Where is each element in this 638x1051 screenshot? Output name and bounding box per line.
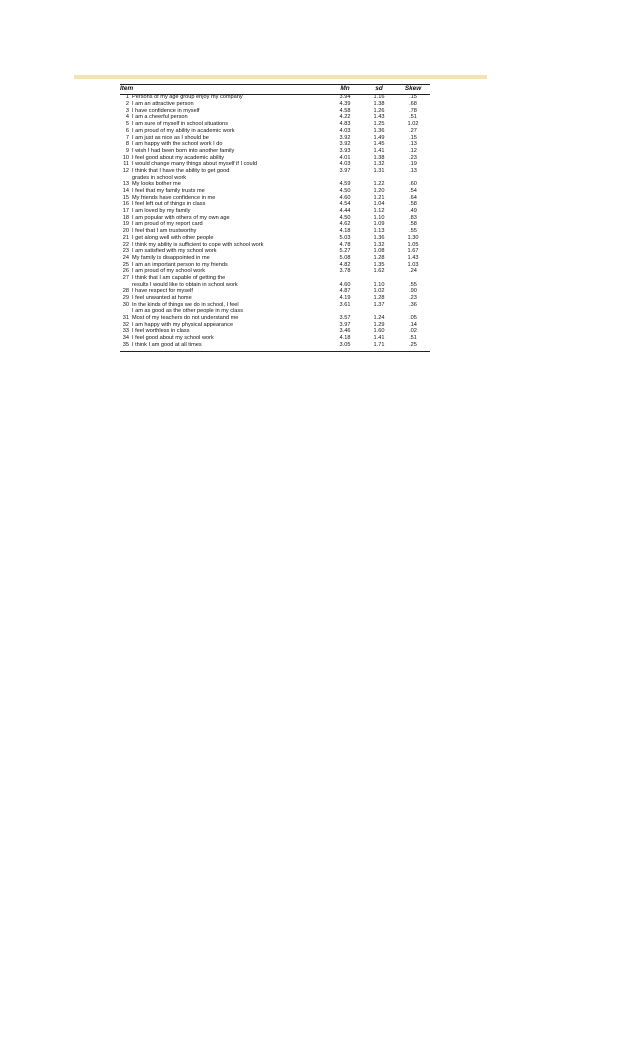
sd-value: 1.31 [373, 167, 385, 174]
item-text: I am just as nice as I should be [132, 134, 209, 141]
item-text: I am as good as the other people in my class [132, 308, 244, 315]
skew-value: .90 [409, 288, 417, 295]
mean-value: 5.08 [339, 254, 351, 261]
mean-value: 4.83 [339, 121, 351, 128]
row-number: 29 [122, 295, 129, 302]
sd-value: 1.26 [373, 107, 385, 114]
sd-value: 1.20 [373, 188, 385, 195]
skew-value: 1.03 [407, 261, 419, 268]
sd-value: 1.37 [373, 301, 385, 308]
row-number: 12 [122, 167, 129, 174]
skew-value: .19 [409, 161, 417, 168]
item-text: I wish I had been born into another family [132, 147, 235, 154]
item-text: I am proud of my ability in academic work [132, 127, 235, 134]
row-number: 19 [122, 221, 129, 228]
skew-value: .23 [409, 154, 417, 161]
mean-value: 4.18 [339, 335, 351, 342]
mean-value: 5.27 [339, 248, 351, 255]
sd-value: 1.38 [373, 101, 385, 108]
row-number: 9 [125, 147, 129, 154]
skew-value: .13 [409, 167, 417, 174]
mean-value: 3.57 [339, 315, 351, 322]
item-text: My friends have confidence in me [132, 194, 216, 201]
table-header-row [120, 85, 430, 95]
skew-value: 1.05 [407, 241, 419, 248]
row-number: 34 [122, 335, 129, 342]
header-sd: sd [362, 85, 396, 95]
mean-value: 3.78 [339, 268, 351, 275]
row-number: 28 [122, 288, 129, 295]
sd-value: 1.32 [373, 241, 385, 248]
top-accent-rule [74, 75, 487, 79]
skew-value: .58 [409, 201, 417, 208]
row-number: 33 [122, 328, 129, 335]
row-number: 17 [122, 208, 129, 215]
mean-value: 4.60 [339, 281, 351, 288]
row-number: 26 [122, 268, 129, 275]
item-text: I am proud of my school work [132, 268, 206, 275]
mean-value: 4.39 [339, 101, 351, 108]
row-number: 11 [123, 161, 129, 168]
row-number: 5 [125, 121, 129, 128]
item-text: I am proud of my report card [132, 221, 203, 228]
skew-value: 1.43 [407, 254, 419, 261]
sd-value: 1.10 [373, 214, 385, 221]
mean-value: 3.93 [339, 147, 351, 154]
sd-value: 1.02 [373, 288, 385, 295]
row-number: 4 [125, 114, 129, 121]
skew-value: .14 [409, 321, 417, 328]
skew-value: .49 [409, 208, 417, 215]
sd-value: 1.16 [373, 94, 385, 101]
skew-value: .15 [409, 134, 417, 141]
mean-value: 4.62 [339, 221, 351, 228]
header-item: Item [120, 85, 328, 95]
mean-value: 4.54 [339, 201, 351, 208]
sd-value: 1.08 [373, 248, 385, 255]
skew-value: 1.02 [407, 121, 419, 128]
header-skew: Skew [396, 85, 430, 95]
skew-value: .54 [409, 188, 417, 195]
row-number: 20 [122, 228, 129, 235]
mean-value: 4.22 [339, 114, 351, 121]
skew-value: .68 [409, 101, 417, 108]
skew-value: .78 [409, 107, 417, 114]
skew-value: 1.67 [407, 248, 419, 255]
item-text: I have respect for myself [132, 288, 193, 295]
sd-value: 1.45 [373, 141, 385, 148]
mean-value: 3.05 [328, 343, 362, 351]
sd-value: 1.09 [373, 221, 385, 228]
mean-value: 3.61 [339, 301, 351, 308]
row-number: 27 [122, 274, 129, 281]
item-text: I think that I have the ability to get good [132, 167, 230, 174]
sd-value: 1.43 [373, 114, 385, 121]
sd-value: 1.41 [373, 147, 385, 154]
item-text: I feel unwanted at home [132, 295, 192, 302]
row-number: 16 [122, 201, 129, 208]
sd-value: 1.49 [373, 134, 385, 141]
item-text: My family is disappointed in me [132, 254, 210, 261]
skew-value: .13 [409, 141, 417, 148]
item-text: I am loved by my family [132, 208, 191, 215]
row-number: 31 [122, 315, 129, 322]
skew-value: 1.30 [407, 234, 419, 241]
header-mn: Mn [328, 85, 362, 95]
item-text: I have confidence in myself [132, 107, 200, 114]
mean-value: 4.19 [339, 295, 351, 302]
row-number: 18 [122, 214, 129, 221]
mean-value: 4.60 [339, 194, 351, 201]
mean-value: 4.03 [339, 161, 351, 168]
sd-value: 1.12 [373, 208, 385, 215]
mean-value: 4.03 [339, 127, 351, 134]
skew-value: .64 [409, 194, 417, 201]
sd-value: 1.22 [373, 181, 385, 188]
item-text: grades in school work [132, 174, 187, 181]
mean-value: 4.58 [339, 107, 351, 114]
row-number: 8 [125, 141, 129, 148]
mean-value: 4.01 [339, 154, 351, 161]
sd-value: 1.21 [373, 194, 385, 201]
row-number: 10 [122, 154, 129, 161]
item-text: I think my ability is sufficient to cope with school work [132, 241, 264, 248]
row-number: 35 [120, 343, 132, 351]
sd-value: 1.36 [373, 127, 385, 134]
sd-value: 1.60 [373, 328, 385, 335]
item-text: In the kinds of things we do in school, I feel [132, 301, 239, 308]
item-statistics-table [120, 84, 430, 352]
item-text: I think that I am capable of getting the [132, 274, 226, 281]
row-number: 24 [122, 254, 129, 261]
row-number: 23 [122, 248, 129, 255]
skew-value: .55 [409, 281, 417, 288]
sd-value: 1.25 [373, 121, 385, 128]
item-text: I get along well with other people [132, 234, 214, 241]
row-number: 15 [122, 194, 129, 201]
item-text: I feel good about my academic ability [132, 154, 225, 161]
sd-value: 1.36 [373, 234, 385, 241]
mean-value: 4.59 [339, 181, 351, 188]
item-text: I am satisfied with my school work [132, 248, 217, 255]
item-text: I am an attractive person [132, 101, 194, 108]
skew-value: .27 [409, 127, 417, 134]
row-number: 21 [122, 234, 129, 241]
row-number: 1 [125, 94, 129, 101]
mean-value: 4.50 [339, 188, 351, 195]
skew-value: .23 [409, 295, 417, 302]
skew-value: .83 [409, 214, 417, 221]
skew-value: .12 [409, 147, 417, 154]
skew-value: .51 [409, 114, 417, 121]
item-text: I feel worthless in class [132, 328, 190, 335]
item-text: My looks bother me [132, 181, 181, 188]
sd-value: 1.04 [373, 201, 385, 208]
mean-value: 5.03 [339, 234, 351, 241]
mean-value: 3.92 [339, 141, 351, 148]
mean-value: 3.92 [339, 134, 351, 141]
skew-value: .05 [409, 315, 417, 322]
row-number: 3 [125, 107, 129, 114]
row-number: 7 [125, 134, 129, 141]
sd-value: 1.38 [373, 154, 385, 161]
item-text: I am sure of myself in school situations [132, 121, 229, 128]
item-text: I am happy with the school work I do [132, 141, 223, 148]
item-text: I feel good about my school work [132, 335, 214, 342]
sd-value: 1.41 [373, 335, 385, 342]
sd-value: 1.28 [373, 254, 385, 261]
item-text: I am happy with my physical appearance [132, 321, 234, 328]
row-number: 13 [122, 181, 129, 188]
row-number: 30 [122, 301, 129, 308]
item-text: I feel that my family trusts me [132, 188, 205, 195]
item-text: I would change many things about myself if I could [132, 161, 257, 168]
skew-value: .51 [409, 335, 417, 342]
item-text: I feel that I am trustworthy [132, 228, 197, 235]
sd-value: 1.71 [362, 343, 396, 351]
item-text: I feel left out of things in class [132, 201, 206, 208]
mean-value: 4.78 [339, 241, 351, 248]
item-text: I am an important person to my friends [132, 261, 228, 268]
skew-value: .24 [409, 268, 417, 275]
sd-value: 1.13 [373, 228, 385, 235]
sd-value: 1.10 [373, 281, 385, 288]
mean-value: 3.94 [339, 94, 351, 101]
row-number: 22 [122, 241, 129, 248]
row-number: 2 [125, 101, 129, 108]
item-text: Most of my teachers do not understand me [132, 315, 239, 322]
mean-value: 3.97 [339, 167, 351, 174]
mean-value: 4.18 [339, 228, 351, 235]
mean-value: 4.44 [339, 208, 351, 215]
row-number: 32 [122, 321, 129, 328]
sd-value: 1.28 [373, 295, 385, 302]
row-number: 14 [122, 188, 129, 195]
sd-value: 1.32 [373, 161, 385, 168]
mean-value: 3.46 [339, 328, 351, 335]
sd-value: 1.29 [373, 321, 385, 328]
sd-value: 1.62 [373, 268, 385, 275]
skew-value: .58 [409, 221, 417, 228]
skew-value: .02 [409, 328, 417, 335]
item-text: Persons of my age group enjoy my company [132, 94, 243, 101]
table-row [120, 343, 430, 351]
item-text: results I would like to obtain in school work [132, 281, 238, 288]
sd-value: 1.24 [373, 315, 385, 322]
mean-value: 3.97 [339, 321, 351, 328]
row-number: 25 [122, 261, 129, 268]
item-text: I am popular with others of my own age [132, 214, 230, 221]
mean-value: 4.50 [339, 214, 351, 221]
sd-value: 1.35 [373, 261, 385, 268]
skew-value: .36 [409, 301, 417, 308]
item-text: I think I am good at all times [132, 343, 328, 351]
skew-value: .60 [409, 181, 417, 188]
skew-value: .15 [409, 94, 417, 101]
mean-value: 4.82 [339, 261, 351, 268]
row-number: 6 [125, 127, 129, 134]
item-text: I am a cheerful person [132, 114, 188, 121]
skew-value: .55 [409, 228, 417, 235]
mean-value: 4.87 [339, 288, 351, 295]
skew-value: .25 [396, 343, 430, 351]
